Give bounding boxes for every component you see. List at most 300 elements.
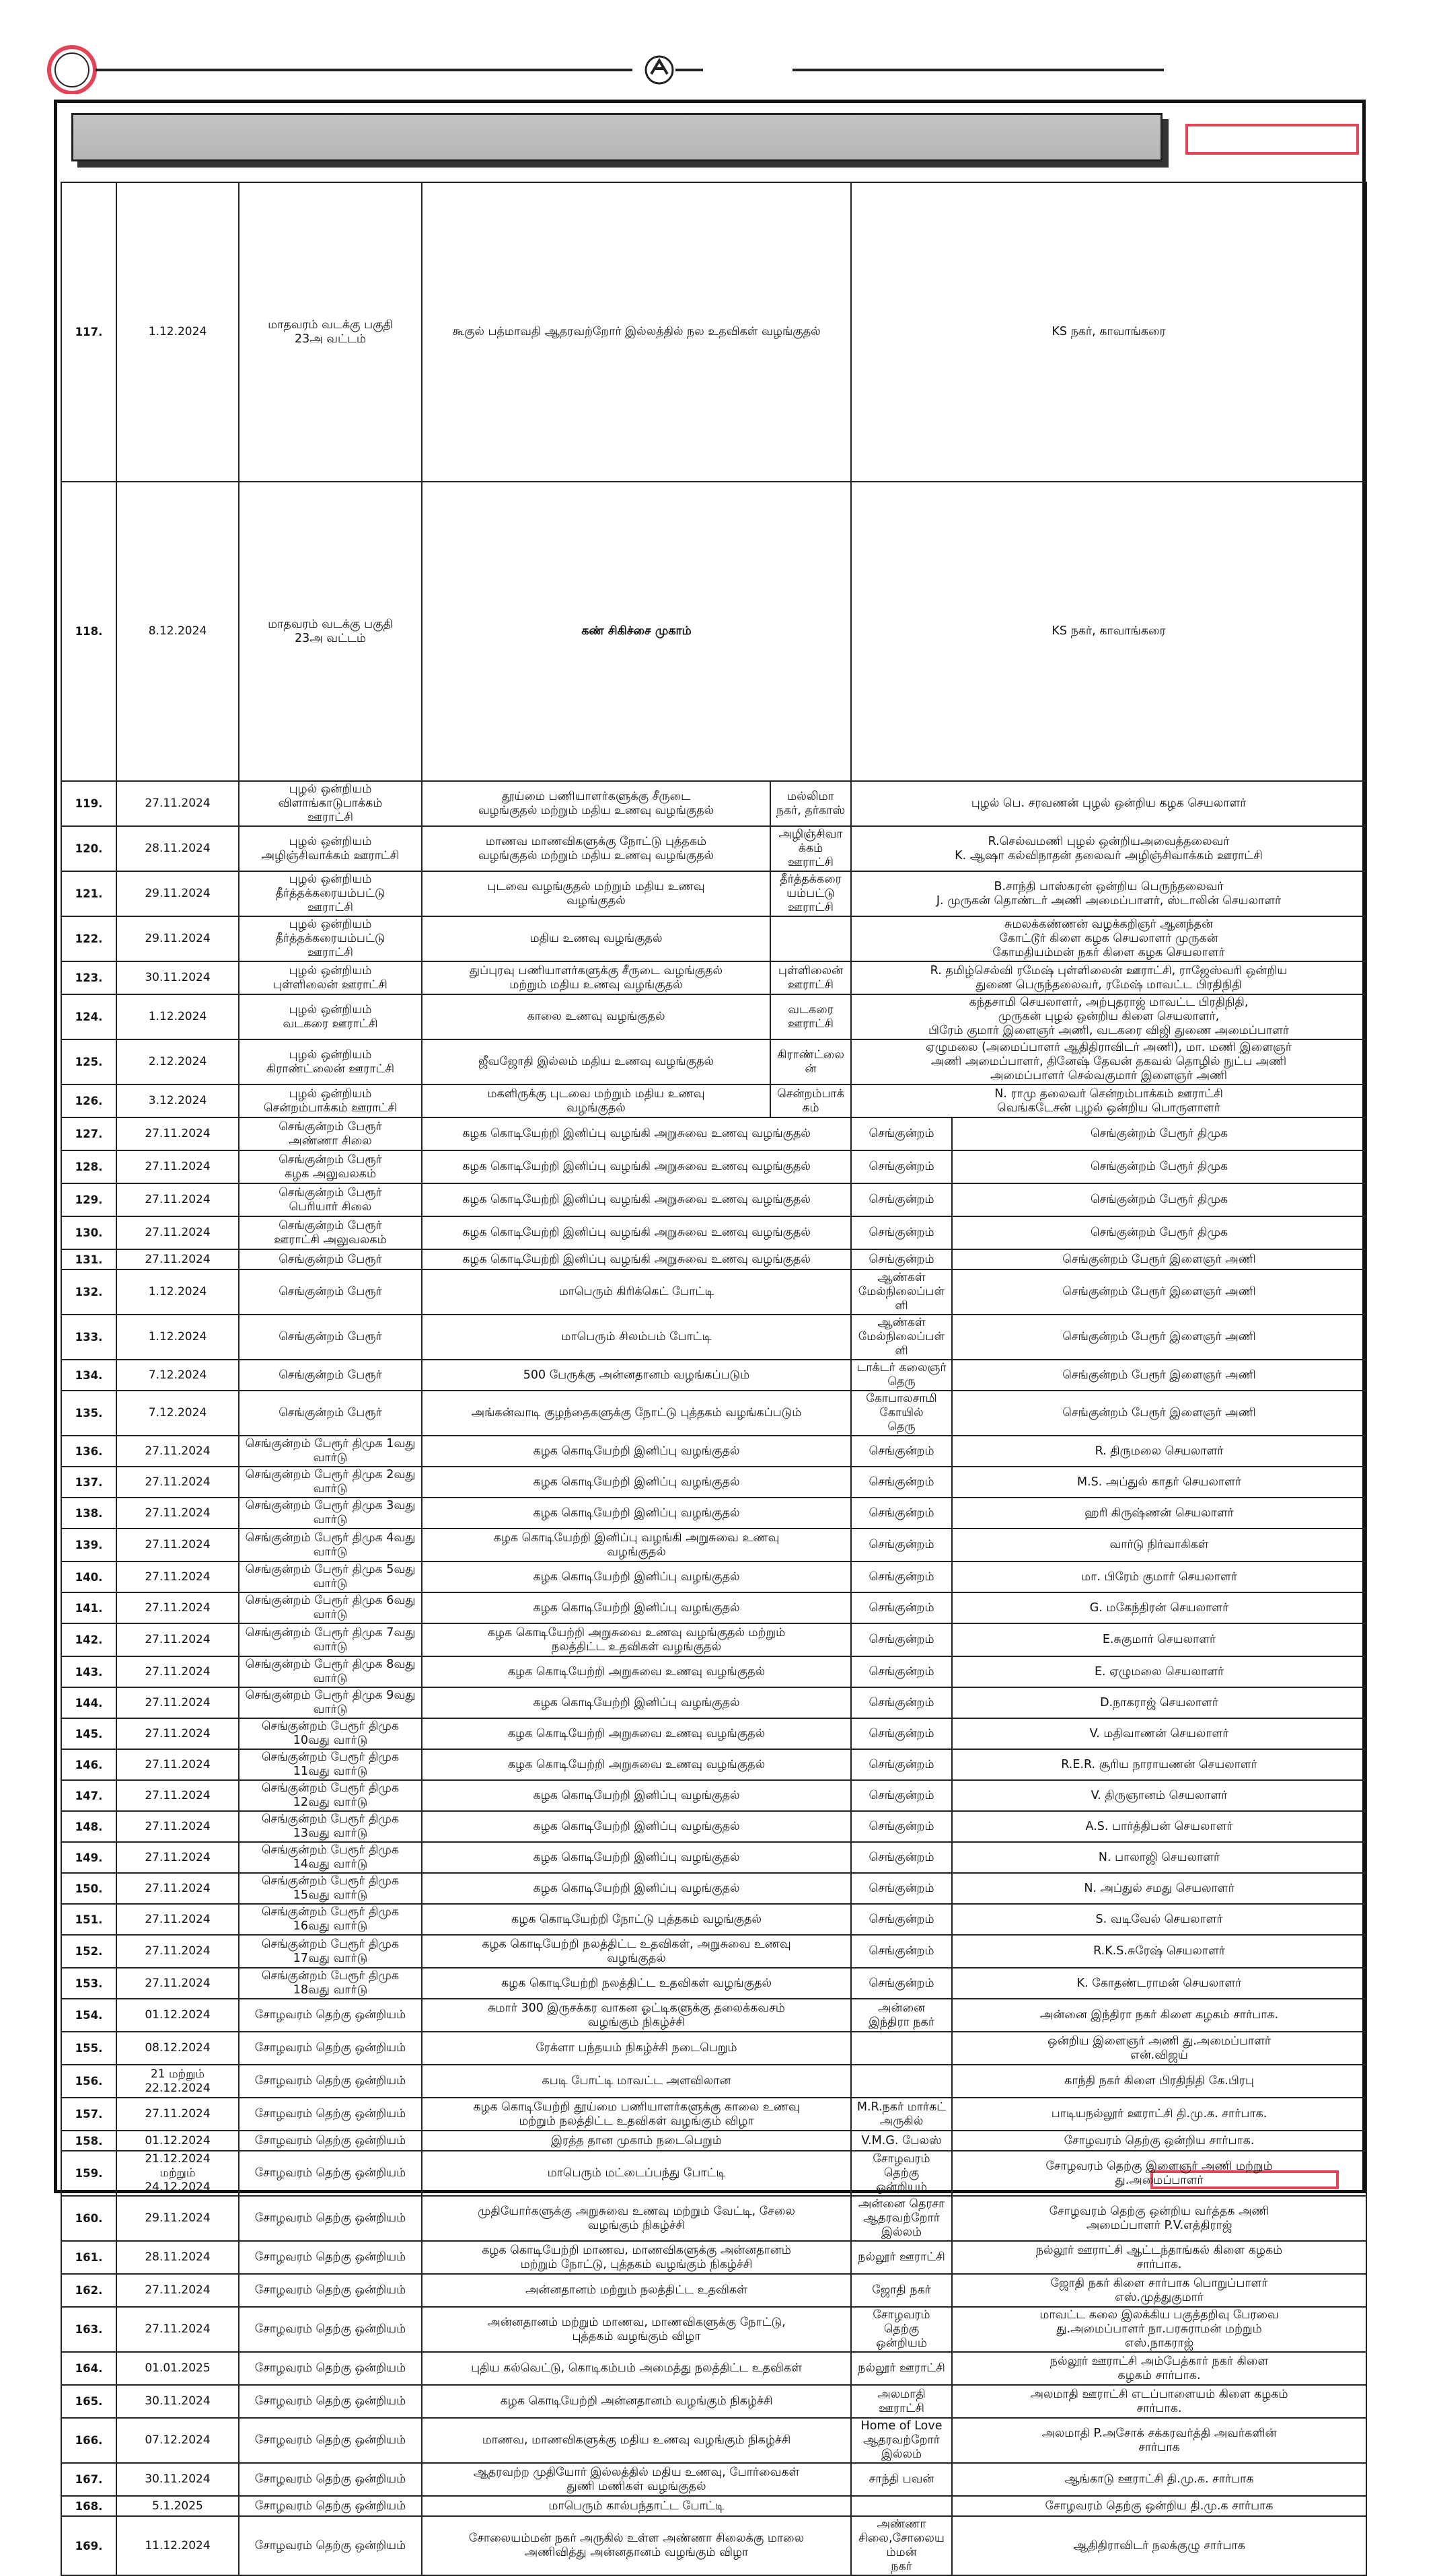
event-venue: செங்குன்றம் (851, 1968, 952, 1999)
event-place: செங்குன்றம் பேரூர் திமுக 3வது வார்டு (239, 1498, 422, 1529)
event-date: 27.11.2024 (116, 1249, 239, 1269)
event-place: செங்குன்றம் பேரூர் (239, 1269, 422, 1315)
event-place: செங்குன்றம் பேரூர் அண்ணா சிலை (239, 1117, 422, 1150)
table-row (61, 994, 1366, 1039)
event-organizer: பாடியநல்லூர் ஊராட்சி தி.மு.க. சார்பாக. (952, 2098, 1366, 2131)
table-row (61, 1656, 1366, 1687)
event-venue: செங்குன்றம் (851, 1935, 952, 1968)
row-number: 154. (61, 1999, 116, 2032)
event-place: சோழவரம் தெற்கு ஒன்றியம் (239, 2151, 422, 2196)
event-organizer: சோழவரம் தெற்கு ஒன்றிய தி.மு.க சார்பாக (952, 2496, 1366, 2516)
event-organizer: கந்தசாமி செயலாளர், அற்புதராஜ் மாவட்ட பிரதிநிதி, முருகன் புழல் ஒன்றிய கிளை செயலாளர், பிரேம் குமார் இளைஞர் அணி, வடகரை விஜி துணை அமைப்பாளர் (851, 994, 1366, 1039)
event-description: கழக கொடியேற்றி இனிப்பு வழங்குதல் (422, 1467, 851, 1498)
event-venue: தீர்த்தக்கரையம்பட்டு ஊராட்சி (770, 871, 851, 916)
event-venue: நல்லூர் ஊராட்சி (851, 2352, 952, 2385)
event-place: செங்குன்றம் பேரூர் திமுக 13வது வார்டு (239, 1811, 422, 1842)
event-date: 08.12.2024 (116, 2032, 239, 2065)
event-description: ரேக்ளா பந்தயம் நிகழ்ச்சி நடைபெறும் (422, 2032, 851, 2065)
row-number: 157. (61, 2098, 116, 2131)
event-place: புழல் ஒன்றியம் சென்றம்பாக்கம் ஊராட்சி (239, 1084, 422, 1117)
event-place: செங்குன்றம் பேரூர் திமுக 9வது வார்டு (239, 1687, 422, 1718)
event-venue: செங்குன்றம் (851, 1780, 952, 1811)
event-description: கழக கொடியேற்றி நலத்திட்ட உதவிகள், அறுசுவை உணவு வழங்குதல் (422, 1935, 851, 1968)
event-description: 500 பேருக்கு அன்னதானம் வழங்கப்படும் (422, 1360, 851, 1391)
event-organizer: காந்தி நகர் கிளை பிரதிநிதி கே.பிரபு (952, 2065, 1366, 2098)
event-venue: செங்குன்றம் (851, 1687, 952, 1718)
row-number: 133. (61, 1315, 116, 1360)
event-description: கழக கொடியேற்றி நோட்டு புத்தகம் வழங்குதல் (422, 1904, 851, 1935)
event-description: தூய்மை பணியாளர்களுக்கு சீருடை வழங்குதல் மற்றும் மதிய உணவு வழங்குதல் (422, 781, 770, 826)
event-organizer: செங்குன்றம் பேரூர் திமுக (952, 1183, 1366, 1216)
event-place: புழல் ஒன்றியம் புள்ளிலைன் ஊராட்சி (239, 961, 422, 994)
table-row (61, 182, 1366, 482)
event-venue: கிராண்ட்லைன் (770, 1039, 851, 1084)
table-row (61, 1436, 1366, 1467)
event-place: செங்குன்றம் பேரூர் (239, 1315, 422, 1360)
event-place: புழல் ஒன்றியம் விளாங்காடுபாக்கம் ஊராட்சி (239, 781, 422, 826)
row-number: 162. (61, 2274, 116, 2307)
event-venue: செங்குன்றம் (851, 1183, 952, 1216)
event-place: செங்குன்றம் பேரூர் பெரியார் சிலை (239, 1183, 422, 1216)
event-date: 28.11.2024 (116, 2241, 239, 2274)
event-organizer: K. கோதண்டராமன் செயலாளர் (952, 1968, 1366, 1999)
event-venue: செங்குன்றம் (851, 1718, 952, 1749)
table-row (61, 2065, 1366, 2098)
event-date: 30.11.2024 (116, 961, 239, 994)
event-date: 27.11.2024 (116, 1150, 239, 1183)
event-place: செங்குன்றம் பேரூர் திமுக 11வது வார்டு (239, 1749, 422, 1780)
table-row (61, 1498, 1366, 1529)
event-description: மாபெரும் கால்பந்தாட்ட போட்டி (422, 2496, 851, 2516)
event-date: 01.12.2024 (116, 1999, 239, 2032)
event-description: கழக கொடியேற்றி இனிப்பு வழங்கி அறுசுவை உணவு வழங்குதல் (422, 1117, 851, 1150)
event-date: 07.12.2024 (116, 2418, 239, 2463)
row-number: 119. (61, 781, 116, 826)
event-date: 27.11.2024 (116, 1498, 239, 1529)
row-number: 161. (61, 2241, 116, 2274)
row-number: 135. (61, 1391, 116, 1436)
event-description: மாணவ மாணவிகளுக்கு நோட்டு புத்தகம் வழங்குதல் மற்றும் மதிய உணவு வழங்குதல் (422, 826, 770, 871)
event-date: 28.11.2024 (116, 826, 239, 871)
event-description: கழக கொடியேற்றி இனிப்பு வழங்குதல் (422, 1811, 851, 1842)
event-description: சோலையம்மன் நகர் அருகில் உள்ள அண்ணா சிலைக்கு மாலை அணிவித்து அன்னதானம் வழங்கும் விழா (422, 2516, 851, 2575)
event-venue: கோபாலசாமி கோயில் தெரு (851, 1391, 952, 1436)
event-venue: செங்குன்றம் (851, 1656, 952, 1687)
row-number: 136. (61, 1436, 116, 1467)
event-description: மாபெரும் மட்டைப்பந்து போட்டி (422, 2151, 851, 2196)
row-number: 168. (61, 2496, 116, 2516)
event-organizer: செங்குன்றம் பேரூர் இளைஞர் அணி (952, 1249, 1366, 1269)
table-row (61, 2418, 1366, 2463)
table-row (61, 1780, 1366, 1811)
event-venue (851, 2065, 952, 2098)
event-organizer: சுமலக்கண்ணன் வழக்கறிஞர் ஆனந்தன் கோட்டூர் கிளை கழக செயலாளர் முருகன் கோமதியம்மன் நகர் கிளை கழக செயலாளர் (851, 916, 1366, 961)
table-row (61, 2098, 1366, 2131)
table-row (61, 1561, 1366, 1592)
events-table (61, 182, 1367, 2576)
row-number: 141. (61, 1592, 116, 1623)
row-number: 137. (61, 1467, 116, 1498)
event-date: 27.11.2024 (116, 2307, 239, 2352)
table-row (61, 2463, 1366, 2496)
event-venue: சோழவரம் தெற்கு ஒன்றியம் (851, 2307, 952, 2352)
table-row (61, 1529, 1366, 1561)
event-venue: ஆண்கள் மேல்நிலைப்பள்ளி (851, 1269, 952, 1315)
event-description: கழக கொடியேற்றி அறுசுவை உணவு வழங்குதல் (422, 1749, 851, 1780)
table-row (61, 1842, 1366, 1873)
event-organizer: ஆதிதிராவிடர் நலக்குழு சார்பாக (952, 2516, 1366, 2575)
event-place: சோழவரம் தெற்கு ஒன்றியம் (239, 2065, 422, 2098)
event-venue: Home of Love ஆதரவற்றோர் இல்லம் (851, 2418, 952, 2463)
event-organizer: V. மதிவாணன் செயலாளர் (952, 1718, 1366, 1749)
event-description: கழக கொடியேற்றி இனிப்பு வழங்கி அறுசுவை உணவு வழங்குதல் (422, 1150, 851, 1183)
event-organizer: ஹரி கிருஷ்ணன் செயலாளர் (952, 1498, 1366, 1529)
event-description: மதிய உணவு வழங்குதல் (422, 916, 770, 961)
table-row (61, 2151, 1366, 2196)
event-date: 01.12.2024 (116, 2131, 239, 2151)
event-place: செங்குன்றம் பேரூர் ஊராட்சி அலுவலகம் (239, 1216, 422, 1249)
event-organizer: நல்லூர் ஊராட்சி அம்பேத்கார் நகர் கிளை கழகம் சார்பாக. (952, 2352, 1366, 2385)
event-date: 29.11.2024 (116, 2196, 239, 2241)
row-number: 155. (61, 2032, 116, 2065)
event-venue: KS நகர், காவாங்கரை (851, 182, 1366, 482)
event-venue: சென்றம்பாக்கம் (770, 1084, 851, 1117)
row-number: 117. (61, 182, 116, 482)
event-place: செங்குன்றம் பேரூர் (239, 1249, 422, 1269)
event-organizer: G. மகேந்திரன் செயலாளர் (952, 1592, 1366, 1623)
event-place: மாதவரம் வடக்கு பகுதி 23அ வட்டம் (239, 482, 422, 781)
table-row (61, 1811, 1366, 1842)
event-date: 27.11.2024 (116, 1592, 239, 1623)
event-organizer: R.செல்வமணி புழல் ஒன்றியஅவைத்தலைவர் K. ஆஷா கல்விநாதன் தலைவர் அழிஞ்சிவாக்கம் ஊராட்சி (851, 826, 1366, 871)
event-venue: அண்ணா சிலை,சோலையம்மன் நகர் (851, 2516, 952, 2575)
event-place: செங்குன்றம் பேரூர் திமுக 17வது வார்டு (239, 1935, 422, 1968)
event-organizer: அலமாதி ஊராட்சி எடப்பாளையம் கிளை கழகம் சார்பாக. (952, 2385, 1366, 2418)
event-date: 1.12.2024 (116, 1269, 239, 1315)
event-organizer: B.சாந்தி பாஸ்கரன் ஒன்றிய பெருந்தலைவர் J. முருகன் தொண்டர் அணி அமைப்பாளர், ஸ்டாலின் செயலாளர் (851, 871, 1366, 916)
table-row (61, 961, 1366, 994)
table-row (61, 2307, 1366, 2352)
event-date: 29.11.2024 (116, 916, 239, 961)
event-place: சோழவரம் தெற்கு ஒன்றியம் (239, 1999, 422, 2032)
event-organizer: மாவட்ட கலை இலக்கிய பகுத்தறிவு பேரவை து.அமைப்பாளர் நா.பரசுராமன் மற்றும் எஸ்.நாகராஜ் (952, 2307, 1366, 2352)
event-venue: செங்குன்றம் (851, 1873, 952, 1904)
event-organizer: வார்டு நிர்வாகிகள் (952, 1529, 1366, 1561)
event-organizer: D.நாகராஜ் செயலாளர் (952, 1687, 1366, 1718)
table-row (61, 2196, 1366, 2241)
event-description: இரத்த தான முகாம் நடைபெறும் (422, 2131, 851, 2151)
event-organizer: N. அப்துல் சமது செயலாளர் (952, 1873, 1366, 1904)
event-description: கழக கொடியேற்றி இனிப்பு வழங்குதல் (422, 1842, 851, 1873)
row-number: 130. (61, 1216, 116, 1249)
event-description: கழக கொடியேற்றி இனிப்பு வழங்குதல் (422, 1561, 851, 1592)
table-row (61, 1623, 1366, 1656)
event-organizer: செங்குன்றம் பேரூர் இளைஞர் அணி (952, 1315, 1366, 1360)
row-number: 129. (61, 1183, 116, 1216)
event-date: 5.1.2025 (116, 2496, 239, 2516)
masthead-decoration (0, 0, 1437, 94)
event-venue: செங்குன்றம் (851, 1592, 952, 1623)
event-date: 1.12.2024 (116, 1315, 239, 1360)
event-description: கழக கொடியேற்றி இனிப்பு வழங்குதல் (422, 1498, 851, 1529)
row-number: 158. (61, 2131, 116, 2151)
event-organizer: அலமாதி P.அசோக் சக்கரவர்த்தி அவர்களின் சார்பாக (952, 2418, 1366, 2463)
event-organizer: செங்குன்றம் பேரூர் திமுக (952, 1150, 1366, 1183)
table-row (61, 2352, 1366, 2385)
row-number: 144. (61, 1687, 116, 1718)
event-date: 27.11.2024 (116, 781, 239, 826)
table-row (61, 482, 1366, 781)
event-venue: அன்னை இந்திரா நகர் (851, 1999, 952, 2032)
event-description: அன்னதானம் மற்றும் மாணவ, மாணவிகளுக்கு நோட்டு, புத்தகம் வழங்கும் விழா (422, 2307, 851, 2352)
event-place: புழல் ஒன்றியம் வடகரை ஊராட்சி (239, 994, 422, 1039)
row-number: 131. (61, 1249, 116, 1269)
table-row (61, 1039, 1366, 1084)
event-description: கூகுல் பத்மாவதி ஆதரவற்றோர் இல்லத்தில் நல உதவிகள் வழங்குதல் (422, 182, 851, 482)
event-place: செங்குன்றம் பேரூர் கழக அலுவலகம் (239, 1150, 422, 1183)
event-organizer: A.S. பார்த்திபன் செயலாளர் (952, 1811, 1366, 1842)
table-row (61, 1904, 1366, 1935)
table-row (61, 2496, 1366, 2516)
table-row (61, 2241, 1366, 2274)
table-row (61, 1467, 1366, 1498)
table-row (61, 1084, 1366, 1117)
event-description: கழக கொடியேற்றி அறுசுவை உணவு வழங்குதல் மற்றும் நலத்திட்ட உதவிகள் வழங்குதல் (422, 1623, 851, 1656)
title-banner (71, 113, 1163, 161)
event-organizer: சோழவரம் தெற்கு ஒன்றிய சார்பாக. (952, 2131, 1366, 2151)
row-number: 145. (61, 1718, 116, 1749)
event-place: புழல் ஒன்றியம் கிராண்ட்லைன் ஊராட்சி (239, 1039, 422, 1084)
event-date: 11.12.2024 (116, 2516, 239, 2575)
event-venue: செங்குன்றம் (851, 1561, 952, 1592)
row-number: 165. (61, 2385, 116, 2418)
event-organizer: புழல் பெ. சரவணன் புழல் ஒன்றிய கழக செயலாளர் (851, 781, 1366, 826)
event-venue: செங்குன்றம் (851, 1623, 952, 1656)
event-date: 1.12.2024 (116, 994, 239, 1039)
event-date: 3.12.2024 (116, 1084, 239, 1117)
event-place: செங்குன்றம் பேரூர் திமுக 6வது வார்டு (239, 1592, 422, 1623)
table-row (61, 1968, 1366, 1999)
event-date: 1.12.2024 (116, 182, 239, 482)
table-row (61, 781, 1366, 826)
event-venue (770, 916, 851, 961)
row-number: 123. (61, 961, 116, 994)
event-venue: KS நகர், காவாங்கரை (851, 482, 1366, 781)
event-description: மாபெரும் கிரிக்கெட் போட்டி (422, 1269, 851, 1315)
event-organizer: செங்குன்றம் பேரூர் இளைஞர் அணி (952, 1269, 1366, 1315)
event-place: சோழவரம் தெற்கு ஒன்றியம் (239, 2098, 422, 2131)
row-number: 152. (61, 1935, 116, 1968)
event-description: கழக கொடியேற்றி அன்னதானம் வழங்கும் நிகழ்ச்சி (422, 2385, 851, 2418)
event-date: 27.11.2024 (116, 1656, 239, 1687)
event-description: கழக கொடியேற்றி இனிப்பு வழங்குதல் (422, 1592, 851, 1623)
event-venue: M.R.நகர் மார்கட் அருகில் (851, 2098, 952, 2131)
event-date: 30.11.2024 (116, 2385, 239, 2418)
event-organizer: மா. பிரேம் குமார் செயலாளர் (952, 1561, 1366, 1592)
event-organizer: E. ஏழுமலை செயலாளர் (952, 1656, 1366, 1687)
event-venue: ஆண்கள் மேல்நிலைப்பள்ளி (851, 1315, 952, 1360)
event-organizer: M.S. அப்துல் காதர் செயலாளர் (952, 1467, 1366, 1498)
event-place: செங்குன்றம் பேரூர் திமுக 10வது வார்டு (239, 1718, 422, 1749)
event-date: 27.11.2024 (116, 2098, 239, 2131)
event-date: 27.11.2024 (116, 2274, 239, 2307)
row-number: 127. (61, 1117, 116, 1150)
row-number: 124. (61, 994, 116, 1039)
event-venue: செங்குன்றம் (851, 1249, 952, 1269)
row-number: 125. (61, 1039, 116, 1084)
event-venue: அலமாதி ஊராட்சி (851, 2385, 952, 2418)
event-date: 7.12.2024 (116, 1360, 239, 1391)
event-date: 27.11.2024 (116, 1811, 239, 1842)
row-number: 142. (61, 1623, 116, 1656)
event-description: கழக கொடியேற்றி இனிப்பு வழங்கி அறுசுவை உணவு வழங்குதல் (422, 1249, 851, 1269)
row-number: 120. (61, 826, 116, 871)
event-organizer: சோழவரம் தெற்கு ஒன்றிய வர்த்தக அணி அமைப்பாளர் P.V.எத்திராஜ் (952, 2196, 1366, 2241)
event-venue: டாக்டர் கலைஞர் தெரு (851, 1360, 952, 1391)
row-number: 132. (61, 1269, 116, 1315)
event-place: செங்குன்றம் பேரூர் (239, 1391, 422, 1436)
event-description: கழக கொடியேற்றி இனிப்பு வழங்குதல் (422, 1687, 851, 1718)
event-description: காலை உணவு வழங்குதல் (422, 994, 770, 1039)
event-description: மாபெரும் சிலம்பம் போட்டி (422, 1315, 851, 1360)
event-date: 27.11.2024 (116, 1561, 239, 1592)
event-venue: செங்குன்றம் (851, 1904, 952, 1935)
event-place: சோழவரம் தெற்கு ஒன்றியம் (239, 2307, 422, 2352)
table-row (61, 1687, 1366, 1718)
event-date: 27.11.2024 (116, 1687, 239, 1718)
table-row (61, 2131, 1366, 2151)
table-row (61, 916, 1366, 961)
event-date: 29.11.2024 (116, 871, 239, 916)
event-venue: செங்குன்றம் (851, 1150, 952, 1183)
row-number: 151. (61, 1904, 116, 1935)
event-place: செங்குன்றம் பேரூர் திமுக 12வது வார்டு (239, 1780, 422, 1811)
bird-icon (646, 57, 673, 83)
event-venue: செங்குன்றம் (851, 1498, 952, 1529)
table-row (61, 1718, 1366, 1749)
event-date: 27.11.2024 (116, 1873, 239, 1904)
event-description: கண் சிகிச்சை முகாம் (422, 482, 851, 781)
event-venue: செங்குன்றம் (851, 1467, 952, 1498)
event-date: 27.11.2024 (116, 1436, 239, 1467)
event-place: செங்குன்றம் பேரூர் திமுக 8வது வார்டு (239, 1656, 422, 1687)
table-row (61, 1183, 1366, 1216)
event-place: சோழவரம் தெற்கு ஒன்றியம் (239, 2241, 422, 2274)
event-place: செங்குன்றம் பேரூர் திமுக 15வது வார்டு (239, 1873, 422, 1904)
table-row (61, 1935, 1366, 1968)
table-row (61, 1216, 1366, 1249)
event-organizer: R.K.S.சுரேஷ் செயலாளர் (952, 1935, 1366, 1968)
event-place: செங்குன்றம் பேரூர் திமுக 18வது வார்டு (239, 1968, 422, 1999)
event-date: 27.11.2024 (116, 1904, 239, 1935)
row-number: 138. (61, 1498, 116, 1529)
event-place: செங்குன்றம் பேரூர் திமுக 1வது வார்டு (239, 1436, 422, 1467)
event-date: 27.11.2024 (116, 1968, 239, 1999)
event-venue: புள்ளிலைன் ஊராட்சி (770, 961, 851, 994)
event-organizer: N. பாலாஜி செயலாளர் (952, 1842, 1366, 1873)
table-row (61, 1269, 1366, 1315)
event-venue: செங்குன்றம் (851, 1117, 952, 1150)
event-description: கழக கொடியேற்றி நலத்திட்ட உதவிகள் வழங்குதல் (422, 1968, 851, 1999)
event-organizer: செங்குன்றம் பேரூர் இளைஞர் அணி (952, 1391, 1366, 1436)
event-date: 27.11.2024 (116, 1467, 239, 1498)
event-date: 27.11.2024 (116, 1749, 239, 1780)
event-place: செங்குன்றம் பேரூர் (239, 1360, 422, 1391)
event-date: 27.11.2024 (116, 1117, 239, 1150)
event-description: மாணவ, மாணவிகளுக்கு மதிய உணவு வழங்கும் நிகழ்ச்சி (422, 2418, 851, 2463)
event-venue: செங்குன்றம் (851, 1529, 952, 1561)
table-row (61, 2032, 1366, 2065)
row-number: 134. (61, 1360, 116, 1391)
event-venue: செங்குன்றம் (851, 1811, 952, 1842)
event-organizer: R.E.R. சூரிய நாராயணன் செயலாளர் (952, 1749, 1366, 1780)
event-place: சோழவரம் தெற்கு ஒன்றியம் (239, 2496, 422, 2516)
event-organizer: ஏழுமலை (அமைப்பாளர் ஆதிதிராவிடர் அணி), மா. மணி இளைஞர் அணி அமைப்பாளர், தினேஷ் தேவன் தகவல் தொழில் நுட்ப அணி அமைப்பாளர் செல்வகுமார் இளைஞர் அணி (851, 1039, 1366, 1084)
row-number: 139. (61, 1529, 116, 1561)
event-venue: செங்குன்றம் (851, 1436, 952, 1467)
event-venue: V.M.G. பேலஸ் (851, 2131, 952, 2151)
red-circle-emblem (49, 47, 95, 93)
event-description: அன்னதானம் மற்றும் நலத்திட்ட உதவிகள் (422, 2274, 851, 2307)
table-row (61, 1592, 1366, 1623)
row-number: 156. (61, 2065, 116, 2098)
table-row (61, 1150, 1366, 1183)
row-number: 148. (61, 1811, 116, 1842)
event-description: கழக கொடியேற்றி மாணவ, மாணவிகளுக்கு அன்னதானம் மற்றும் நோட்டு, புத்தகம் வழங்கும் நிகழ்ச்சி (422, 2241, 851, 2274)
row-number: 153. (61, 1968, 116, 1999)
event-place: சோழவரம் தெற்கு ஒன்றியம் (239, 2352, 422, 2385)
event-organizer: R. தமிழ்செல்வி ரமேஷ் புள்ளிலைன் ஊராட்சி, ராஜேஸ்வரி ஒன்றிய துணை பெருந்தலைவர், ரமேஷ் மாவட்ட பிரதிநிதி (851, 961, 1366, 994)
row-number: 146. (61, 1749, 116, 1780)
event-organizer: நல்லூர் ஊராட்சி ஆட்டந்தாங்கல் கிளை கழகம் சார்பாக. (952, 2241, 1366, 2274)
event-date: 21.12.2024 மற்றும் 24.12.2024 (116, 2151, 239, 2196)
event-date: 30.11.2024 (116, 2463, 239, 2496)
event-organizer: செங்குன்றம் பேரூர் திமுக (952, 1216, 1366, 1249)
event-date: 27.11.2024 (116, 1529, 239, 1561)
event-place: சோழவரம் தெற்கு ஒன்றியம் (239, 2032, 422, 2065)
event-organizer: V. திருஞானம் செயலாளர் (952, 1780, 1366, 1811)
event-date: 01.01.2025 (116, 2352, 239, 2385)
event-description: ஆதரவற்ற முதியோர் இல்லத்தில் மதிய உணவு, போர்வைகள் துணி மணிகள் வழங்குதல் (422, 2463, 851, 2496)
event-description: துப்புரவு பணியாளர்களுக்கு சீருடை வழங்குதல் மற்றும் மதிய உணவு வழங்குதல் (422, 961, 770, 994)
event-venue: செங்குன்றம் (851, 1749, 952, 1780)
event-organizer: ஜோதி நகர் கிளை சார்பாக பொறுப்பாளர் எஸ்.முத்துகுமார் (952, 2274, 1366, 2307)
event-description: கழக கொடியேற்றி இனிப்பு வழங்கி அறுசுவை உணவு வழங்குதல் (422, 1216, 851, 1249)
table-row (61, 826, 1366, 871)
row-number: 143. (61, 1656, 116, 1687)
event-place: செங்குன்றம் பேரூர் திமுக 5வது வார்டு (239, 1561, 422, 1592)
row-number: 121. (61, 871, 116, 916)
event-description: கழக கொடியேற்றி தூய்மை பணியாளர்களுக்கு காலை உணவு மற்றும் நலத்திட்ட உதவிகள் வழங்கும் விழா (422, 2098, 851, 2131)
event-organizer: ஆங்காடு ஊராட்சி தி.மு.க. சார்பாக (952, 2463, 1366, 2496)
event-date: 8.12.2024 (116, 482, 239, 781)
event-organizer: ஒன்றிய இளைஞர் அணி து.அமைப்பாளர் என்.விஜய் (952, 2032, 1366, 2065)
row-number: 169. (61, 2516, 116, 2575)
table-row (61, 1391, 1366, 1436)
event-date: 27.11.2024 (116, 1718, 239, 1749)
event-place: சோழவரம் தெற்கு ஒன்றியம் (239, 2385, 422, 2418)
event-description: புதிய கல்வெட்டு, கொடிகம்பம் அமைத்து நலத்திட்ட உதவிகள் (422, 2352, 851, 2385)
row-number: 150. (61, 1873, 116, 1904)
event-venue: மல்லிமா நகர், தர்காஸ் (770, 781, 851, 826)
row-number: 167. (61, 2463, 116, 2496)
event-date: 27.11.2024 (116, 1842, 239, 1873)
table-row (61, 2385, 1366, 2418)
event-organizer: அன்னை இந்திரா நகர் கிளை கழகம் சார்பாக. (952, 1999, 1366, 2032)
event-description: கழக கொடியேற்றி அறுசுவை உணவு வழங்குதல் (422, 1718, 851, 1749)
event-place: செங்குன்றம் பேரூர் திமுக 16வது வார்டு (239, 1904, 422, 1935)
event-date: 27.11.2024 (116, 1623, 239, 1656)
